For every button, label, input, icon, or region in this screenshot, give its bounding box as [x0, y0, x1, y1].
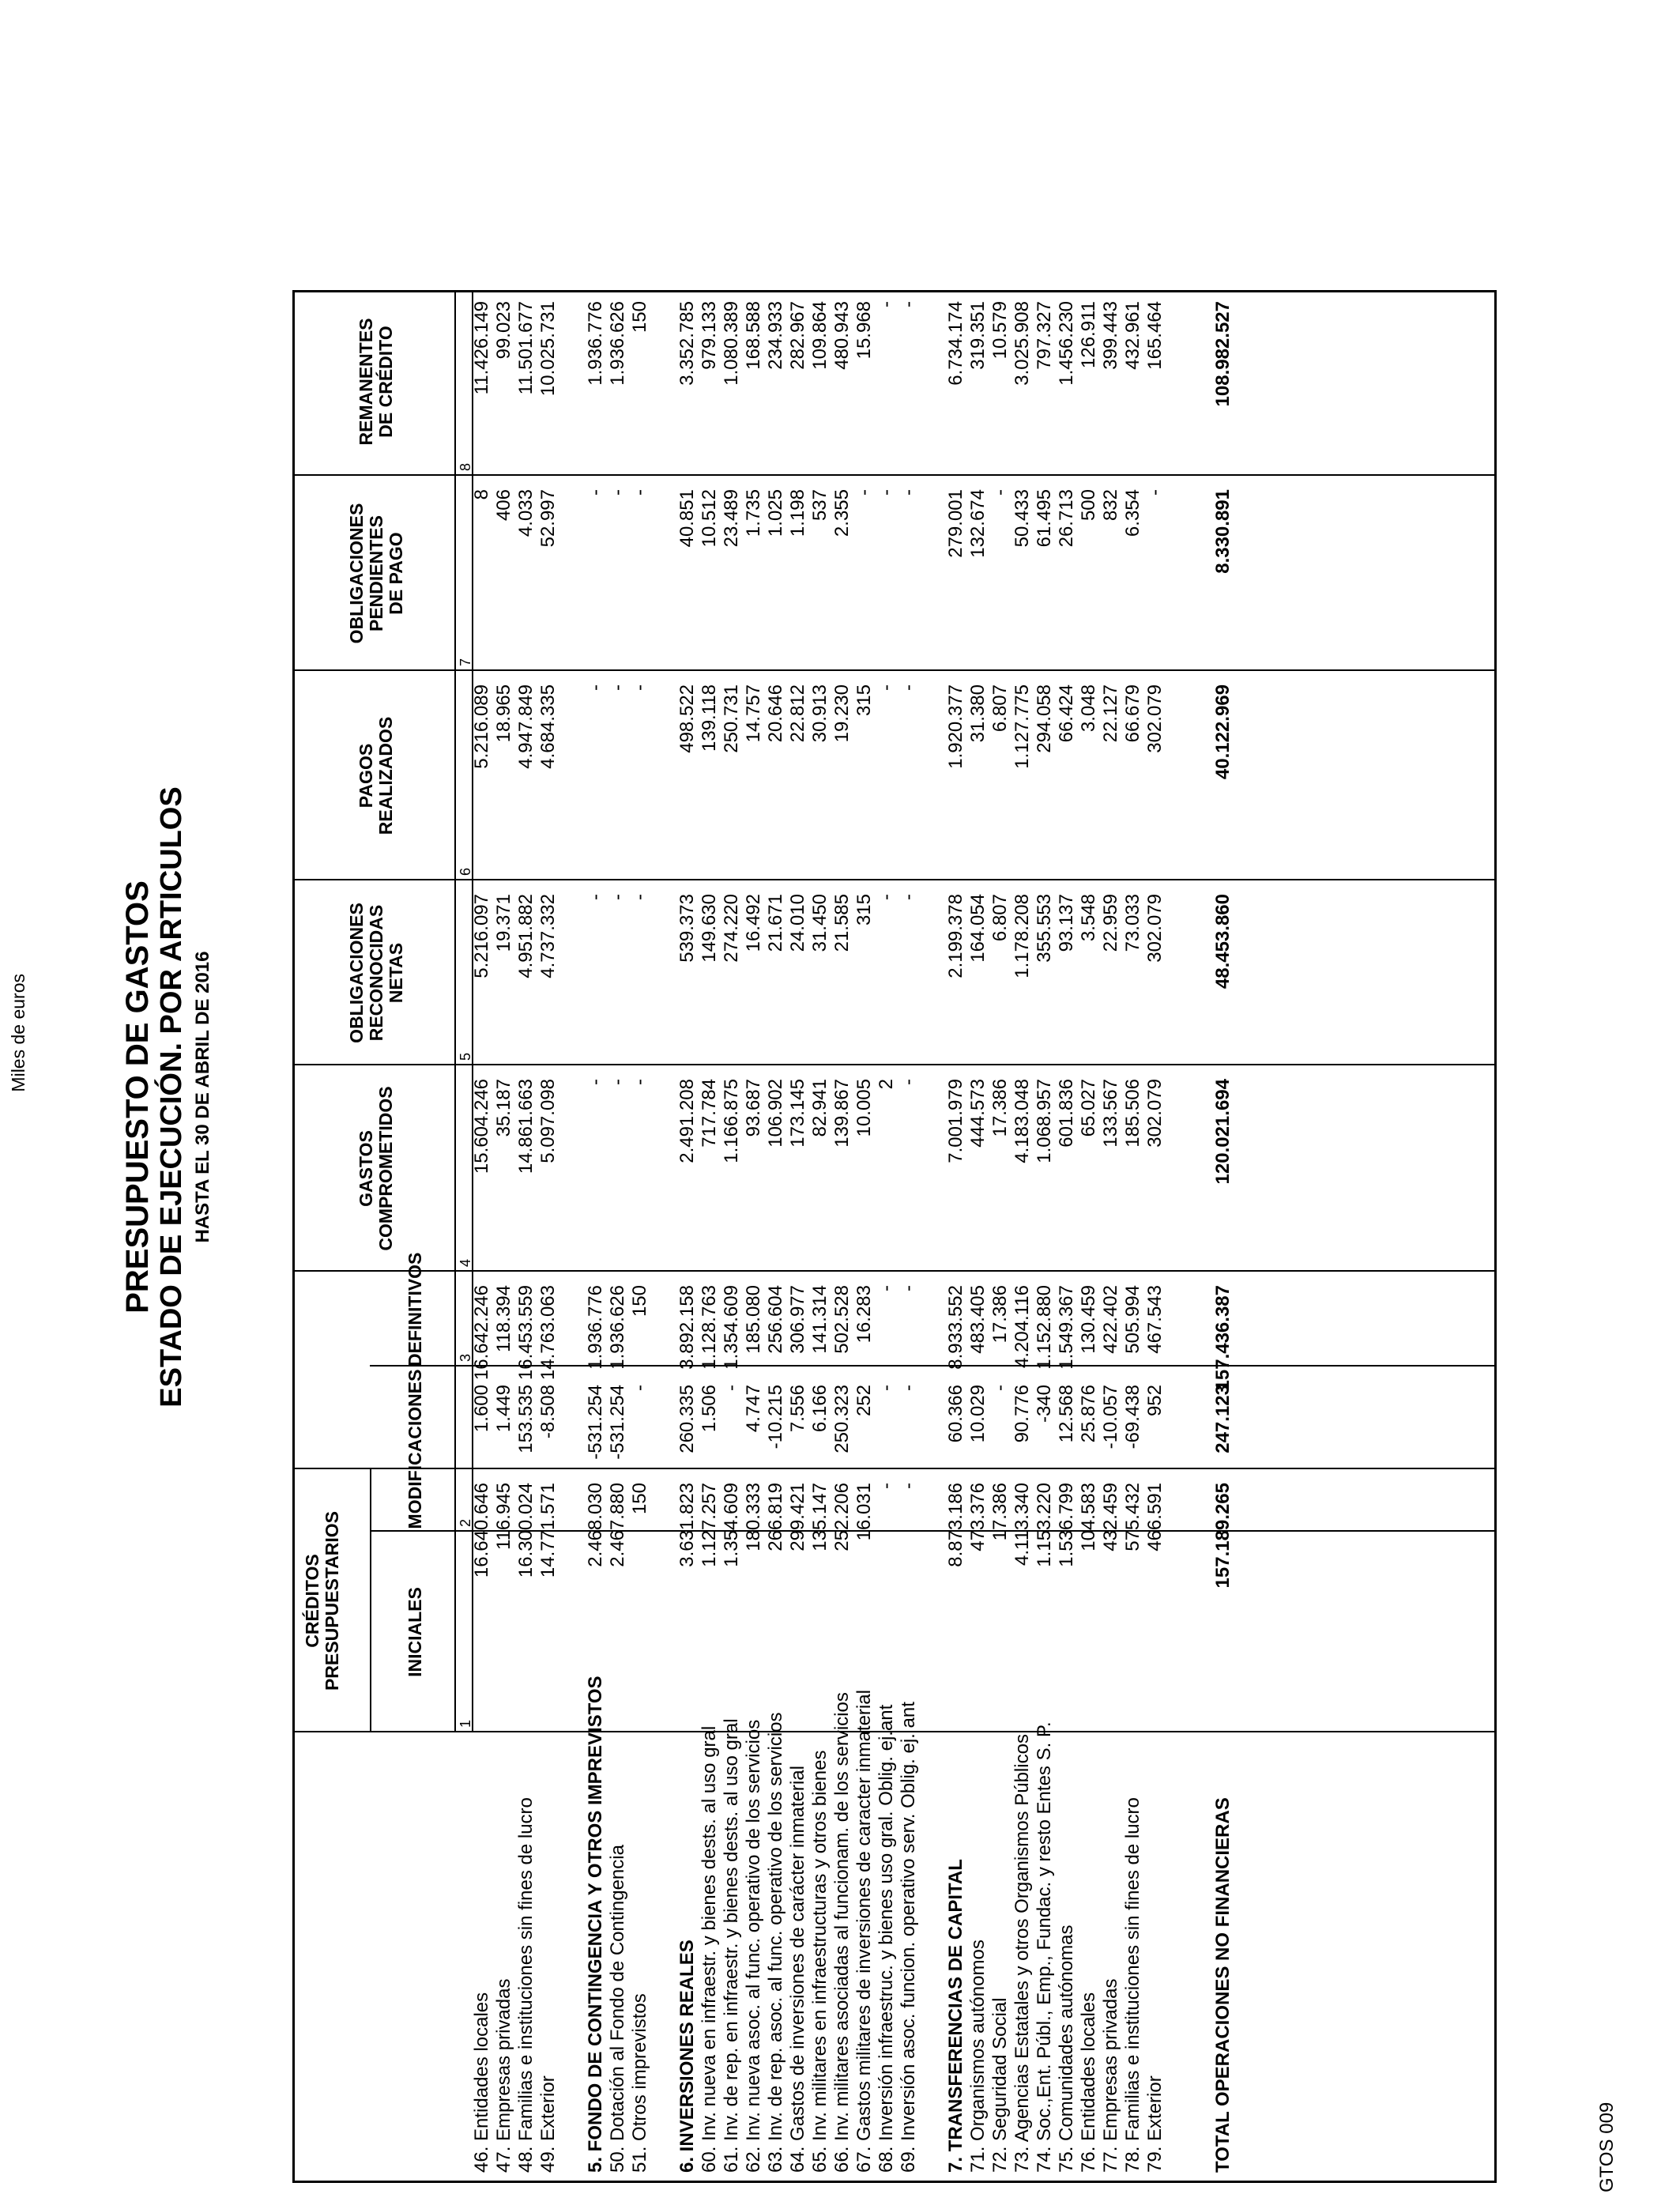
cell-value: 8.933.552 [945, 1285, 966, 1370]
cell-value: 315 [853, 684, 875, 717]
cell-value: 173.145 [787, 1079, 808, 1148]
cell-value: - [876, 684, 897, 691]
cell-value: 575.432 [1122, 1483, 1143, 1551]
cell-value: 19.371 [493, 894, 514, 952]
cell-value: 40.851 [676, 489, 698, 548]
cell-value: 14.771.571 [537, 1483, 559, 1578]
row-label: 60. Inv. nueva en infraestr. y bienes dests. al uso gral [699, 1725, 720, 2173]
cell-value: 302.079 [1144, 894, 1166, 963]
col-number: 3 [458, 1353, 473, 1362]
cell-value: 93.687 [743, 1079, 764, 1137]
cell-value: 1.600 [471, 1385, 492, 1433]
cell-value: 17.386 [989, 1483, 1011, 1541]
cell-value: 432.961 [1122, 301, 1143, 370]
cell-value: -340 [1034, 1385, 1055, 1423]
cell-value: 1.153.220 [1034, 1483, 1055, 1567]
cell-value: 252 [853, 1385, 875, 1417]
row-label: 65. Inv. militares en infraestructuras y otros bienes [809, 1750, 831, 2173]
cell-value: 73.033 [1122, 894, 1143, 952]
row-label: 68. Inversión infraestruc. y bienes uso gral. Oblig. ej.ant [876, 1704, 897, 2173]
cell-value: 60.366 [945, 1385, 966, 1443]
cell-value: 14.757 [743, 684, 764, 743]
cell-value: -531.254 [607, 1385, 628, 1460]
header-iniciales: INICIALES [405, 1587, 425, 1677]
cell-value: 11.426.149 [471, 301, 492, 395]
cell-value: 5.097.098 [537, 1079, 559, 1163]
cell-value: 109.864 [809, 301, 831, 370]
cell-value: 2.468.030 [585, 1483, 606, 1567]
cell-value: 1.936.626 [607, 301, 628, 386]
cell-value: - [876, 1483, 897, 1489]
cell-value: 1.152.880 [1034, 1285, 1055, 1370]
cell-value: - [898, 894, 919, 900]
cell-value: 153.535 [515, 1385, 537, 1453]
cell-value: 1.068.957 [1034, 1079, 1055, 1163]
cell-value: 31.380 [967, 684, 989, 743]
cell-value: 141.314 [809, 1285, 831, 1354]
cell-value: 1.178.208 [1011, 894, 1033, 978]
cell-value: 118.394 [493, 1285, 514, 1352]
cell-value: 132.674 [967, 489, 989, 558]
cell-value: 120.021.694 [1212, 1079, 1234, 1185]
cell-value: - [898, 1285, 919, 1291]
cell-value: - [876, 301, 897, 307]
cell-value: 18.965 [493, 684, 514, 743]
row-label: 47. Empresas privadas [493, 1978, 514, 2173]
cell-value: 3.548 [1078, 894, 1099, 942]
cell-value: 483.405 [967, 1285, 989, 1354]
cell-value: 250.323 [831, 1385, 853, 1453]
cell-value: 16.453.559 [515, 1285, 537, 1381]
cell-value: 279.001 [945, 489, 966, 558]
cell-value: -10.215 [765, 1385, 786, 1449]
cell-value: 355.553 [1034, 894, 1055, 963]
row-label: 73. Agencias Estatales y otros Organismos Públicos [1011, 1734, 1033, 2173]
cell-value: 22.812 [787, 684, 808, 743]
cell-value: 5.216.097 [471, 894, 492, 978]
row-label: 76. Entidades locales [1078, 1992, 1099, 2173]
header-obligaciones: OBLIGACIONES RECONOCIDAS NETAS [346, 903, 406, 1043]
cell-value: 10.005 [853, 1079, 875, 1137]
cell-value: 1.549.367 [1056, 1285, 1077, 1370]
cell-value: 7.001.979 [945, 1079, 966, 1163]
cell-value: 133.567 [1100, 1079, 1121, 1148]
cell-value: 24.010 [787, 894, 808, 952]
cell-value: - [876, 1285, 897, 1291]
cell-value: 21.585 [831, 894, 853, 952]
row-label: TOTAL OPERACIONES NO FINANCIERAS [1212, 1797, 1234, 2173]
cell-value: 14.861.663 [515, 1079, 537, 1174]
cell-value: 48.453.860 [1212, 894, 1234, 990]
cell-value: - [898, 1483, 919, 1489]
cell-value: 5.216.089 [471, 684, 492, 769]
cell-value: 35.187 [493, 1079, 514, 1137]
cell-value: - [1144, 489, 1166, 496]
cell-value: 467.543 [1144, 1285, 1166, 1354]
cell-value: 2.355 [831, 489, 853, 537]
cell-value: 165.464 [1144, 301, 1166, 370]
cell-value: 1.354.609 [721, 1285, 742, 1370]
cell-value: 66.679 [1122, 684, 1143, 743]
col-number: 2 [458, 1518, 473, 1527]
row-label: 74. Soc.,Ent. Públ., Emp., Fundac. y resto Entes S. P. [1034, 1721, 1055, 2173]
cell-value: 3.892.158 [676, 1285, 698, 1370]
cell-value: 7.556 [787, 1385, 808, 1433]
cell-value: 234.933 [765, 301, 786, 370]
cell-value: - [898, 301, 919, 307]
cell-value: 185.506 [1122, 1079, 1143, 1148]
cell-value: 180.333 [743, 1483, 764, 1551]
cell-value: 8.330.891 [1212, 489, 1234, 574]
cell-value: 4.737.332 [537, 894, 559, 978]
cell-value: 1.536.799 [1056, 1483, 1077, 1567]
cell-value: - [898, 489, 919, 496]
document-code: GTOS 009 [1596, 2102, 1618, 2192]
row-label: 6. INVERSIONES REALES [676, 1940, 698, 2173]
cell-value: 480.943 [831, 301, 853, 370]
cell-value: 126.911 [1078, 301, 1099, 368]
cell-value: -531.254 [585, 1385, 606, 1460]
cell-value: - [585, 489, 606, 496]
cell-value: -8.508 [537, 1385, 559, 1439]
cell-value: 4.113.340 [1011, 1483, 1033, 1566]
report-subtitle: ESTADO DE EJECUCIÓN. POR ARTICULOS [155, 786, 188, 1408]
cell-value: 406 [493, 489, 514, 522]
cell-value: - [989, 489, 1011, 496]
cell-value: 260.335 [676, 1385, 698, 1453]
header-pendientes: OBLIGACIONES PENDIENTES DE PAGO [346, 503, 406, 644]
cell-value: 1.506 [699, 1385, 720, 1433]
cell-value: - [898, 684, 919, 691]
cell-value: 247.123 [1212, 1385, 1234, 1453]
cell-value: - [607, 684, 628, 691]
row-label: 50. Dotación al Fondo de Contingencia [607, 1845, 628, 2173]
cell-value: 4.951.882 [515, 894, 537, 978]
cell-value: 256.604 [765, 1285, 786, 1354]
cell-value: 537 [809, 489, 831, 522]
cell-value: 185.080 [743, 1285, 764, 1354]
cell-value: 6.354 [1122, 489, 1143, 537]
cell-value: -69.438 [1122, 1385, 1143, 1449]
report-date: HASTA EL 30 DE ABRIL DE 2016 [192, 951, 213, 1243]
header-pagos: PAGOS REALIZADOS [356, 716, 396, 835]
cell-value: 252.206 [831, 1483, 853, 1551]
cell-value: - [585, 1079, 606, 1085]
cell-value: 1.936.776 [585, 301, 606, 386]
row-label: 63. Inv. de rep. asoc. al func. operativo de los servicios [765, 1712, 786, 2173]
cell-value: 157.436.387 [1212, 1285, 1234, 1391]
cell-value: - [898, 1385, 919, 1391]
row-label: 72. Seguridad Social [989, 1997, 1011, 2173]
cell-value: 26.713 [1056, 489, 1077, 548]
cell-value: 65.027 [1078, 1079, 1099, 1137]
cell-value: 1.166.875 [721, 1079, 742, 1163]
cell-value: 294.058 [1034, 684, 1055, 753]
cell-value: 16.642.246 [471, 1285, 492, 1381]
cell-value: 979.133 [699, 301, 720, 370]
cell-value: 52.997 [537, 489, 559, 548]
cell-value: 4.033 [515, 489, 537, 537]
cell-value: 16.492 [743, 894, 764, 952]
row-label: 7. TRANSFERENCIAS DE CAPITAL [945, 1859, 966, 2173]
cell-value: - [607, 894, 628, 900]
header-gastos: GASTOS COMPROMETIDOS [356, 1086, 396, 1251]
cell-value: 315 [853, 894, 875, 926]
col-number: 7 [458, 658, 473, 666]
cell-value: 20.646 [765, 684, 786, 743]
row-label: 48. Familias e instituciones sin fines de lucro [515, 1797, 537, 2173]
row-label: 46. Entidades locales [471, 1992, 492, 2173]
cell-value: 319.351 [967, 301, 989, 370]
cell-value: 952 [1144, 1385, 1166, 1417]
cell-value: 6.734.174 [945, 301, 966, 386]
cell-value: 8 [471, 489, 492, 500]
cell-value: 797.327 [1034, 301, 1055, 370]
cell-value: - [629, 684, 650, 691]
cell-value: 149.630 [699, 894, 720, 963]
cell-value: 16.300.024 [515, 1483, 537, 1578]
cell-value: 16.031 [853, 1483, 875, 1541]
report-title: PRESUPUESTO DE GASTOS [120, 880, 155, 1314]
cell-value: 6.166 [809, 1385, 831, 1433]
cell-value: 1.354.609 [721, 1483, 742, 1567]
cell-value: - [629, 894, 650, 900]
cell-value: 306.977 [787, 1285, 808, 1354]
cell-value: 473.376 [967, 1483, 989, 1551]
cell-value: 22.959 [1100, 894, 1121, 952]
cell-value: 19.230 [831, 684, 853, 743]
cell-value: 10.579 [989, 301, 1011, 360]
cell-value: 17.386 [989, 1079, 1011, 1137]
cell-value: 432.459 [1100, 1483, 1121, 1551]
row-label: 66. Inv. militares asociadas al funcionam. de los servicios [831, 1692, 853, 2173]
cell-value: - [629, 1079, 650, 1085]
cell-value: 157.189.265 [1212, 1483, 1234, 1589]
cell-value: 4.747 [743, 1385, 764, 1433]
cell-value: 4.183.048 [1011, 1079, 1033, 1163]
cell-value: - [721, 1385, 742, 1391]
header-modificaciones: MODIFICACIONES [405, 1369, 425, 1529]
cell-value: 1.449 [493, 1385, 514, 1433]
cell-value: - [629, 489, 650, 496]
cell-value: 66.424 [1056, 684, 1077, 743]
cell-value: 30.913 [809, 684, 831, 743]
row-label: 69. Inversión asoc. funcion. operativo serv. Oblig. ej. ant [898, 1702, 919, 2173]
cell-value: 266.819 [765, 1483, 786, 1551]
cell-value: 6.807 [989, 684, 1011, 733]
cell-value: 4.947.849 [515, 684, 537, 769]
cell-value: 444.573 [967, 1079, 989, 1148]
cell-value: 1.735 [743, 489, 764, 537]
cell-value: 150 [629, 1483, 650, 1515]
cell-value: 500 [1078, 489, 1099, 522]
row-label: 62. Inv. nueva asoc. al func. operativo de los servicios [743, 1719, 764, 2173]
cell-value: 150 [629, 301, 650, 334]
header-remanentes: REMANENTES DE CRÉDITO [356, 318, 396, 446]
cell-value: 1.025 [765, 489, 786, 537]
cell-value: 1.127.257 [699, 1483, 720, 1567]
cell-value: 116.945 [493, 1483, 514, 1550]
cell-value: 135.147 [809, 1483, 831, 1551]
cell-value: 104.583 [1078, 1483, 1099, 1551]
header-creditos: CRÉDITOS PRESUPUESTARIOS [302, 1510, 342, 1691]
cell-value: 1.936.626 [607, 1285, 628, 1370]
row-label: 75. Comunidades autónomas [1056, 1924, 1077, 2173]
row-label: 77. Empresas privadas [1100, 1978, 1121, 2173]
col-number: 4 [458, 1258, 473, 1267]
row-label: 51. Otros imprevistos [629, 1993, 650, 2173]
cell-value: 82.941 [809, 1079, 831, 1137]
cell-value: 2 [876, 1079, 897, 1090]
col-number: 6 [458, 867, 473, 876]
cell-value: - [876, 894, 897, 900]
cell-value: 4.204.116 [1011, 1285, 1033, 1368]
cell-value: 505.994 [1122, 1285, 1143, 1354]
units-label: Miles de euros [8, 974, 28, 1092]
cell-value: 12.568 [1056, 1385, 1077, 1443]
cell-value: 1.198 [787, 489, 808, 537]
cell-value: - [607, 1079, 628, 1085]
cell-value: 164.054 [967, 894, 989, 963]
cell-value: 31.450 [809, 894, 831, 952]
cell-value: 399.443 [1100, 301, 1121, 370]
cell-value: 8.873.186 [945, 1483, 966, 1567]
cell-value: 539.373 [676, 894, 698, 963]
cell-value: 139.867 [831, 1079, 853, 1148]
budget-table [292, 290, 1497, 2183]
row-label: 5. FONDO DE CONTINGENCIA Y OTROS IMPREVISTOS [585, 1676, 606, 2173]
cell-value: 3.048 [1078, 684, 1099, 733]
cell-value: 61.495 [1034, 489, 1055, 548]
row-label: 79. Exterior [1144, 2075, 1166, 2173]
cell-value: 40.122.969 [1212, 684, 1234, 780]
cell-value: 3.631.823 [676, 1483, 698, 1567]
cell-value: 466.591 [1144, 1483, 1166, 1551]
cell-value: 25.876 [1078, 1385, 1099, 1443]
cell-value: 22.127 [1100, 684, 1121, 743]
header-definitivos: DEFINITIVOS [405, 1252, 425, 1367]
cell-value: 10.512 [699, 489, 720, 548]
cell-value: 3.352.785 [676, 301, 698, 386]
cell-value: -10.057 [1100, 1385, 1121, 1449]
cell-value: 498.522 [676, 684, 698, 753]
cell-value: 502.528 [831, 1285, 853, 1354]
row-label: 64. Gastos de inversiones de carácter inmaterial [787, 1766, 808, 2173]
cell-value: 2.199.378 [945, 894, 966, 978]
cell-value: 14.763.063 [537, 1285, 559, 1381]
row-label: 61. Inv. de rep. en infraestr. y bienes dests. al uso gral [721, 1718, 742, 2173]
cell-value: 21.671 [765, 894, 786, 952]
cell-value: - [585, 684, 606, 691]
cell-value: 1.127.775 [1011, 684, 1033, 769]
row-label: 49. Exterior [537, 2075, 559, 2173]
cell-value: 15.604.246 [471, 1079, 492, 1174]
cell-value: - [607, 489, 628, 496]
cell-value: 274.220 [721, 894, 742, 963]
cell-value: 11.501.677 [515, 301, 537, 395]
row-label: 71. Organismos autónomos [967, 1940, 989, 2173]
cell-value: 302.079 [1144, 684, 1166, 753]
cell-value: - [989, 1385, 1011, 1391]
cell-value: 299.421 [787, 1483, 808, 1551]
cell-value: - [629, 1385, 650, 1391]
cell-value: 1.456.230 [1056, 301, 1077, 386]
cell-value: 601.836 [1056, 1079, 1077, 1148]
cell-value: 832 [1100, 489, 1121, 522]
cell-value: 717.784 [699, 1079, 720, 1148]
cell-value: 4.684.335 [537, 684, 559, 769]
cell-value: 108.982.527 [1212, 301, 1234, 407]
cell-value: 2.467.880 [607, 1483, 628, 1567]
cell-value: 16.640.646 [471, 1483, 492, 1578]
cell-value: 106.902 [765, 1079, 786, 1148]
cell-value: 422.402 [1100, 1285, 1121, 1354]
cell-value: 282.967 [787, 301, 808, 370]
cell-value: 139.118 [699, 684, 720, 752]
row-label: 78. Familias e instituciones sin fines de lucro [1122, 1797, 1143, 2173]
cell-value: 3.025.908 [1011, 301, 1033, 386]
cell-value: 15.968 [853, 301, 875, 360]
cell-value: - [898, 1079, 919, 1085]
cell-value: - [585, 894, 606, 900]
col-number: 1 [458, 1719, 473, 1728]
cell-value: 1.936.776 [585, 1285, 606, 1370]
cell-value: 6.807 [989, 894, 1011, 942]
cell-value: 2.491.208 [676, 1079, 698, 1163]
cell-value: 10.029 [967, 1385, 989, 1443]
cell-value: 93.137 [1056, 894, 1077, 952]
cell-value: 50.433 [1011, 489, 1033, 548]
cell-value: 1.920.377 [945, 684, 966, 769]
cell-value: 23.489 [721, 489, 742, 548]
cell-value: 250.731 [721, 684, 742, 753]
cell-value: - [876, 489, 897, 496]
cell-value: 17.386 [989, 1285, 1011, 1344]
col-number: 8 [458, 462, 473, 471]
cell-value: - [876, 1385, 897, 1391]
cell-value: 168.588 [743, 301, 764, 370]
cell-value: 130.459 [1078, 1285, 1099, 1354]
cell-value: 302.079 [1144, 1079, 1166, 1148]
cell-value: - [853, 489, 875, 496]
cell-value: 90.776 [1011, 1385, 1033, 1443]
col-number: 5 [458, 1052, 473, 1061]
cell-value: 99.023 [493, 301, 514, 360]
cell-value: 1.128.763 [699, 1285, 720, 1370]
cell-value: 1.080.389 [721, 301, 742, 386]
cell-value: 150 [629, 1285, 650, 1318]
row-label: 67. Gastos militares de inversiones de caracter inmaterial [853, 1690, 875, 2173]
cell-value: 10.025.731 [537, 301, 559, 397]
cell-value: 16.283 [853, 1285, 875, 1344]
